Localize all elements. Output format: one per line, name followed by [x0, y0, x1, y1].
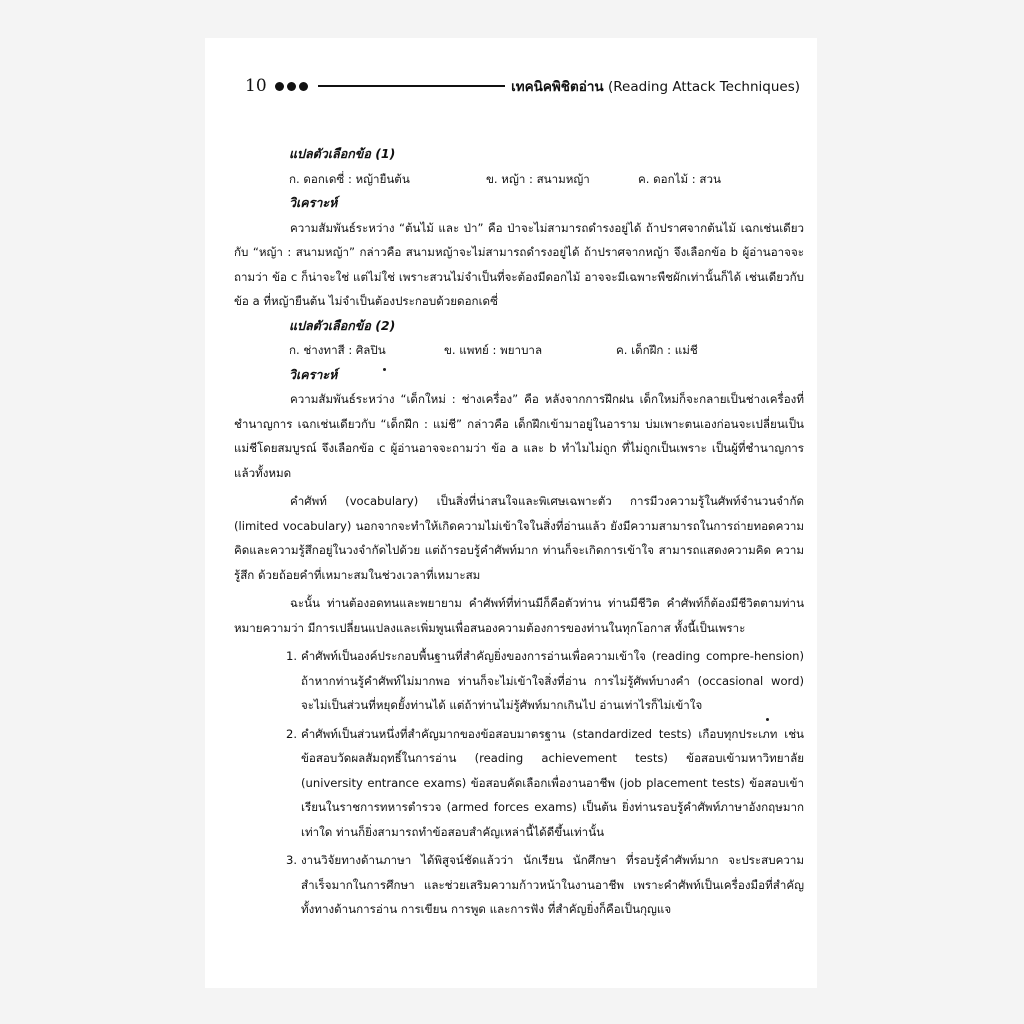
bullet-dot-icon — [299, 82, 308, 91]
option-a: ก. ช่างทาสี : ศิลปิน — [289, 343, 386, 357]
body-paragraph-2: ฉะนั้น ท่านต้องอดทนและพยายาม คำศัพท์ที่ท่านมีก็คือตัวท่าน ท่านมีชีวิต คำศัพท์ก็ต้องมีชีวิตตามท่าน หมายความว่า มีการเปลี่ยนแปลงและเพิ่มพูนเพื่อสนองความต้องการของท่านในทุกโอกาส ทั้งนี้เป็นเพราะ — [234, 596, 804, 635]
print-speck — [766, 718, 769, 721]
print-speck — [383, 368, 386, 371]
page-header — [245, 74, 800, 98]
section2-analysis: ความสัมพันธ์ระหว่าง “เด็กใหม่ : ช่างเครื่อง” คือ หลังจากการฝึกฝน เด็กใหม่ก็จะกลายเป็นช่างเครื่องที่ชำนาญการ เฉกเช่นเดียวกับ “เด็กฝึก : แม่ชี” กล่าวคือ เด็กฝึกเข้ามาอยู่ในอาราม บ่มเพาะตนเองก่อนจะเปลี่ยนเป็นแม่ชีโดยสมบูรณ์ จึงเลือกข้อ c ผู้อ่านอาจจะถามว่า ข้อ a และ b ทำไมไม่ถูก ที่ไม่ถูกเป็นเพราะ เป็นผู้ที่ชำนาญการแล้วทั้งหมด — [234, 392, 804, 480]
list-item-text: งานวิจัยทางด้านภาษา ได้พิสูจน์ชัดแล้วว่า นักเรียน นักศึกษา ที่รอบรู้คำศัพท์มาก จะประสบความสำเร็จมากในการศึกษา และช่วยเสริมความก้าวหน้าในงานอาชีพ เพราะคำศัพท์เป็นเครื่องมือที่สำคัญทั้งทางด้านการอ่าน การเขียน การพูด และการฟัง ที่สำคัญยิ่งก็คือเป็นกุญแจ — [301, 853, 804, 916]
section1-options — [234, 167, 804, 192]
section1-heading: แปลตัวเลือกข้อ (1) — [289, 146, 396, 161]
bullet-dot-icon — [287, 82, 296, 91]
list-item-text: คำศัพท์เป็นส่วนหนึ่งที่สำคัญมากของข้อสอบมาตรฐาน (standardized tests) เกือบทุกประเภท เช่น ข้อสอบวัดผลสัมฤทธิ์ในการอ่าน (reading achievement tests) ข้อสอบเข้ามหาวิทยาลัย (university entrance exams) ข้อสอบคัดเลือกเพื่องานอาชีพ (job placement tests) ข้อสอบเข้าเรียนในราชการทหารตำรวจ (armed forces exams) เป็นต้น ยิ่งท่านรอบรู้คำศัพท์ภาษาอังกฤษมากเท่าใด ท่านก็ยิ่งสามารถทำข้อสอบสำคัญเหล่านี้ได้ดีขึ้นเท่านั้น — [301, 726, 804, 839]
header-dots — [275, 82, 308, 91]
list-item-text: คำศัพท์เป็นองค์ประกอบพื้นฐานที่สำคัญยิ่งของการอ่านเพื่อความเข้าใจ (reading compre-hension) ถ้าหากท่านรู้คำศัพท์ไม่มากพอ ท่านก็จะไม่เข้าใจสิ่งที่อ่าน การไม่รู้ศัพท์บางคำ (occasional word) จะไม่เป็นส่วนที่หยุดยั้งท่านได้ แต่ถ้าท่านไม่รู้ศัพท์มากเกินไป อ่านเท่าไรก็ไม่เข้าใจ — [301, 649, 804, 712]
page-content — [234, 142, 804, 926]
header-title — [511, 75, 800, 97]
option-a: ก. ดอกเดซี่ : หญ้ายืนต้น — [289, 171, 410, 186]
page-number: 10 — [245, 76, 267, 96]
bullet-dot-icon — [275, 82, 284, 91]
option-b: ข. หญ้า : สนามหญ้า — [486, 171, 590, 186]
option-c: ค. ดอกไม้ : สวน — [638, 171, 721, 186]
list-item — [234, 722, 804, 845]
section1-analysis-heading: วิเคราะห์ — [289, 195, 338, 210]
section1-analysis: ความสัมพันธ์ระหว่าง “ต้นไม้ และ ป่า” คือ ป่าจะไม่สามารถดำรงอยู่ได้ ถ้าปราศจากต้นไม้ เฉกเช่นเดียวกับ “หญ้า : สนามหญ้า” กล่าวคือ สนามหญ้าจะไม่สามารถดำรงอยู่ได้ ถ้าปราศจากหญ้า จึงเลือกข้อ b ผู้อ่านอาจจะถามว่า ข้อ c ก็น่าจะใช่ แต่ไม่ใช่ เพราะสวนไม่จำเป็นที่จะต้องมีดอกไม้ อาจจะมีเฉพาะพืชผักเท่านั้นก็ได้ เช่นเดียวกับข้อ a ที่หญ้ายืนต้น ไม่จำเป็นต้องประกอบด้วยดอกเดซี่ — [234, 220, 804, 308]
section2-options — [234, 338, 804, 363]
header-title-english: (Reading Attack Techniques) — [607, 79, 800, 95]
section2-analysis-heading: วิเคราะห์ — [289, 366, 338, 382]
list-item — [234, 848, 804, 922]
section2-heading: แปลตัวเลือกข้อ (2) — [289, 317, 396, 333]
list-item-number: 1. — [286, 649, 298, 663]
list-item-number: 3. — [286, 853, 298, 867]
header-rule — [318, 85, 505, 87]
body-paragraph-1: คำศัพท์ (vocabulary) เป็นสิ่งที่น่าสนใจและพิเศษเฉพาะตัว การมีวงความรู้ในศัพท์จำนวนจำกัด (limited vocabulary) นอกจากจะทำให้เกิดความไม่เข้าใจในสิ่งที่อ่านแล้ว ยังมีความสามารถในการถ่ายทอดความคิดและความรู้สึกอยู่ในวงจำกัดไปด้วย แต่ถ้ารอบรู้คำศัพท์มาก ท่านก็จะเกิดการเข้าใจ สามารถแสดงความคิด ความรู้สึก ด้วยถ้อยคำที่เหมาะสมในช่วงเวลาที่เหมาะสม — [234, 494, 804, 582]
option-c: ค. เด็กฝึก : แม่ชี — [616, 343, 698, 357]
list-item-number: 2. — [286, 726, 298, 741]
reasons-list — [234, 644, 804, 922]
option-b: ข. แพทย์ : พยาบาล — [444, 343, 543, 357]
list-item — [234, 644, 804, 718]
header-title-thai: เทคนิคพิชิตอ่าน — [511, 79, 604, 95]
